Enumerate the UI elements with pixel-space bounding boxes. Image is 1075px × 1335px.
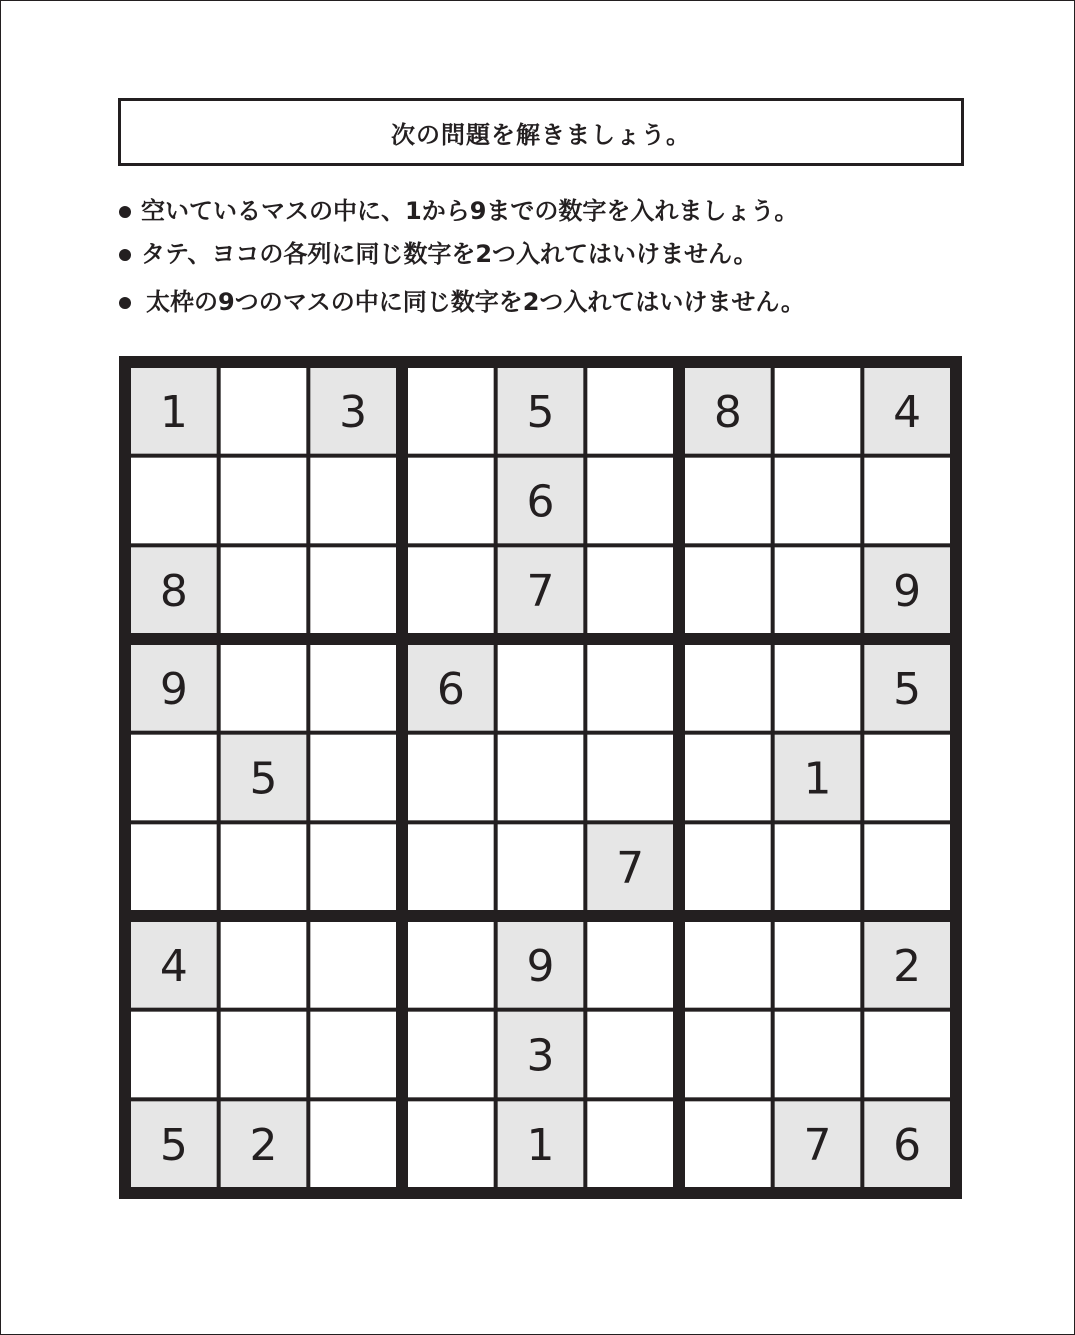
empty-cell[interactable] xyxy=(310,645,396,731)
cell-background xyxy=(310,922,396,1008)
cell-background xyxy=(498,645,584,731)
given-cell xyxy=(864,922,950,1008)
cell-digit: 8 xyxy=(713,386,742,438)
empty-cell[interactable] xyxy=(864,735,950,821)
cell-digit: 3 xyxy=(526,1030,555,1082)
empty-cell[interactable] xyxy=(587,547,673,633)
cell-background xyxy=(775,368,861,454)
cell-background xyxy=(587,368,673,454)
cell-background xyxy=(131,824,217,910)
given-cell xyxy=(131,368,217,454)
empty-cell[interactable] xyxy=(864,1012,950,1098)
cell-background xyxy=(775,458,861,544)
sudoku-grid xyxy=(119,356,962,1199)
empty-cell[interactable] xyxy=(408,1012,494,1098)
cell-digit: 1 xyxy=(526,1120,555,1172)
empty-cell[interactable] xyxy=(408,922,494,1008)
given-cell xyxy=(131,1101,217,1187)
bullet-icon xyxy=(119,297,131,309)
given-cell xyxy=(775,1101,861,1187)
empty-cell[interactable] xyxy=(498,824,584,910)
cell-background xyxy=(775,547,861,633)
empty-cell[interactable] xyxy=(221,1012,307,1098)
cell-background xyxy=(775,922,861,1008)
cell-digit: 5 xyxy=(526,386,555,438)
empty-cell[interactable] xyxy=(775,458,861,544)
cell-digit: 7 xyxy=(526,566,555,618)
bullet-icon xyxy=(119,206,131,218)
cell-background xyxy=(587,735,673,821)
empty-cell[interactable] xyxy=(775,1012,861,1098)
bullet-icon xyxy=(119,249,131,261)
cell-background xyxy=(587,547,673,633)
empty-cell[interactable] xyxy=(587,1101,673,1187)
rule-text: 空いているマスの中に、1から9までの数字を入れましょう。 xyxy=(141,197,799,225)
empty-cell[interactable] xyxy=(221,645,307,731)
cell-background xyxy=(587,1101,673,1187)
cell-digit: 1 xyxy=(159,386,188,438)
given-cell xyxy=(221,735,307,821)
cell-background xyxy=(408,458,494,544)
cell-background xyxy=(685,547,771,633)
cell-digit: 9 xyxy=(526,940,555,992)
cell-background xyxy=(587,458,673,544)
cell-background xyxy=(685,922,771,1008)
cell-background xyxy=(498,824,584,910)
cell-background xyxy=(408,735,494,821)
empty-cell[interactable] xyxy=(775,645,861,731)
empty-cell[interactable] xyxy=(310,735,396,821)
empty-cell[interactable] xyxy=(310,824,396,910)
empty-cell[interactable] xyxy=(685,645,771,731)
cell-background xyxy=(310,735,396,821)
cell-background xyxy=(408,1101,494,1187)
empty-cell[interactable] xyxy=(685,1012,771,1098)
empty-cell[interactable] xyxy=(587,922,673,1008)
cell-background xyxy=(131,1012,217,1098)
cell-background xyxy=(221,922,307,1008)
cell-background xyxy=(221,645,307,731)
cell-background xyxy=(775,824,861,910)
cell-background xyxy=(408,922,494,1008)
empty-cell[interactable] xyxy=(310,547,396,633)
given-cell xyxy=(498,368,584,454)
cell-background xyxy=(221,368,307,454)
cell-background xyxy=(864,1012,950,1098)
empty-cell[interactable] xyxy=(587,735,673,821)
empty-cell[interactable] xyxy=(685,922,771,1008)
cell-background xyxy=(131,735,217,821)
given-cell xyxy=(864,1101,950,1187)
cell-background xyxy=(310,1101,396,1187)
cell-background xyxy=(408,1012,494,1098)
cell-digit: 5 xyxy=(249,753,278,805)
given-cell xyxy=(775,735,861,821)
rule-item xyxy=(117,199,805,223)
given-cell xyxy=(498,1101,584,1187)
cell-background xyxy=(310,1012,396,1098)
cell-digit: 5 xyxy=(893,663,922,715)
rule-text: タテ、ヨコの各列に同じ数字を2つ入れてはいけません。 xyxy=(141,240,758,268)
cell-digit: 6 xyxy=(436,663,465,715)
empty-cell[interactable] xyxy=(775,547,861,633)
empty-cell[interactable] xyxy=(131,735,217,821)
given-cell xyxy=(864,645,950,731)
cell-background xyxy=(131,458,217,544)
cell-background xyxy=(498,735,584,821)
cell-digit: 7 xyxy=(616,843,645,895)
cell-digit: 5 xyxy=(159,1120,188,1172)
empty-cell[interactable] xyxy=(408,1101,494,1187)
rule-item xyxy=(117,290,805,314)
cell-background xyxy=(775,1012,861,1098)
cell-digit: 4 xyxy=(893,386,922,438)
cell-background xyxy=(685,645,771,731)
given-cell xyxy=(587,824,673,910)
cell-digit: 6 xyxy=(526,476,555,528)
cell-digit: 9 xyxy=(893,566,922,618)
rules-list xyxy=(117,191,805,314)
empty-cell[interactable] xyxy=(498,735,584,821)
given-cell xyxy=(131,547,217,633)
empty-cell[interactable] xyxy=(685,547,771,633)
given-cell xyxy=(310,368,396,454)
cell-background xyxy=(310,458,396,544)
empty-cell[interactable] xyxy=(408,458,494,544)
given-cell xyxy=(131,922,217,1008)
empty-cell[interactable] xyxy=(310,1012,396,1098)
cell-background xyxy=(310,824,396,910)
empty-cell[interactable] xyxy=(408,368,494,454)
empty-cell[interactable] xyxy=(221,922,307,1008)
cell-background xyxy=(310,645,396,731)
instruction-title-text: 次の問題を解きましょう。 xyxy=(391,120,691,149)
cell-background xyxy=(221,824,307,910)
cell-background xyxy=(685,824,771,910)
empty-cell[interactable] xyxy=(587,368,673,454)
empty-cell[interactable] xyxy=(587,645,673,731)
cell-background xyxy=(587,922,673,1008)
given-cell xyxy=(221,1101,307,1187)
cell-digit: 4 xyxy=(159,940,188,992)
empty-cell[interactable] xyxy=(685,824,771,910)
empty-cell[interactable] xyxy=(408,824,494,910)
empty-cell[interactable] xyxy=(685,735,771,821)
empty-cell[interactable] xyxy=(498,645,584,731)
empty-cell[interactable] xyxy=(131,1012,217,1098)
cell-background xyxy=(685,735,771,821)
empty-cell[interactable] xyxy=(775,824,861,910)
empty-cell[interactable] xyxy=(131,824,217,910)
given-cell xyxy=(498,547,584,633)
cell-digit: 7 xyxy=(803,1120,832,1172)
cell-background xyxy=(221,547,307,633)
empty-cell[interactable] xyxy=(408,547,494,633)
cell-digit: 3 xyxy=(339,386,368,438)
cell-digit: 6 xyxy=(893,1120,922,1172)
empty-cell[interactable] xyxy=(221,547,307,633)
cell-background xyxy=(775,645,861,731)
given-cell xyxy=(864,368,950,454)
cell-digit: 1 xyxy=(803,753,832,805)
empty-cell[interactable] xyxy=(775,368,861,454)
empty-cell[interactable] xyxy=(310,1101,396,1187)
empty-cell[interactable] xyxy=(310,458,396,544)
cell-background xyxy=(408,368,494,454)
cell-background xyxy=(310,547,396,633)
empty-cell[interactable] xyxy=(587,458,673,544)
cell-digit: 2 xyxy=(893,940,922,992)
given-cell xyxy=(498,458,584,544)
given-cell xyxy=(131,645,217,731)
empty-cell[interactable] xyxy=(131,458,217,544)
given-cell xyxy=(408,645,494,731)
empty-cell[interactable] xyxy=(310,922,396,1008)
cell-background xyxy=(221,1012,307,1098)
cell-background xyxy=(587,1012,673,1098)
given-cell xyxy=(498,922,584,1008)
sudoku-board xyxy=(119,356,962,1199)
rule-item xyxy=(117,242,805,266)
cell-background xyxy=(587,645,673,731)
empty-cell[interactable] xyxy=(685,458,771,544)
cell-background xyxy=(685,1101,771,1187)
empty-cell[interactable] xyxy=(221,824,307,910)
empty-cell[interactable] xyxy=(221,458,307,544)
empty-cell[interactable] xyxy=(864,458,950,544)
cell-background xyxy=(408,824,494,910)
rule-text: 太枠の9つのマスの中に同じ数字を2つ入れてはいけません。 xyxy=(146,288,805,316)
empty-cell[interactable] xyxy=(221,368,307,454)
empty-cell[interactable] xyxy=(587,1012,673,1098)
empty-cell[interactable] xyxy=(775,922,861,1008)
cell-background xyxy=(864,824,950,910)
cell-background xyxy=(864,458,950,544)
cell-background xyxy=(864,735,950,821)
cell-background xyxy=(685,1012,771,1098)
cell-digit: 2 xyxy=(249,1120,278,1172)
cell-digit: 9 xyxy=(159,663,188,715)
given-cell xyxy=(864,547,950,633)
given-cell xyxy=(498,1012,584,1098)
cell-background xyxy=(221,458,307,544)
cell-background xyxy=(685,458,771,544)
given-cell xyxy=(685,368,771,454)
empty-cell[interactable] xyxy=(864,824,950,910)
cell-digit: 8 xyxy=(159,566,188,618)
empty-cell[interactable] xyxy=(408,735,494,821)
cell-background xyxy=(408,547,494,633)
empty-cell[interactable] xyxy=(685,1101,771,1187)
instruction-title xyxy=(118,98,964,166)
